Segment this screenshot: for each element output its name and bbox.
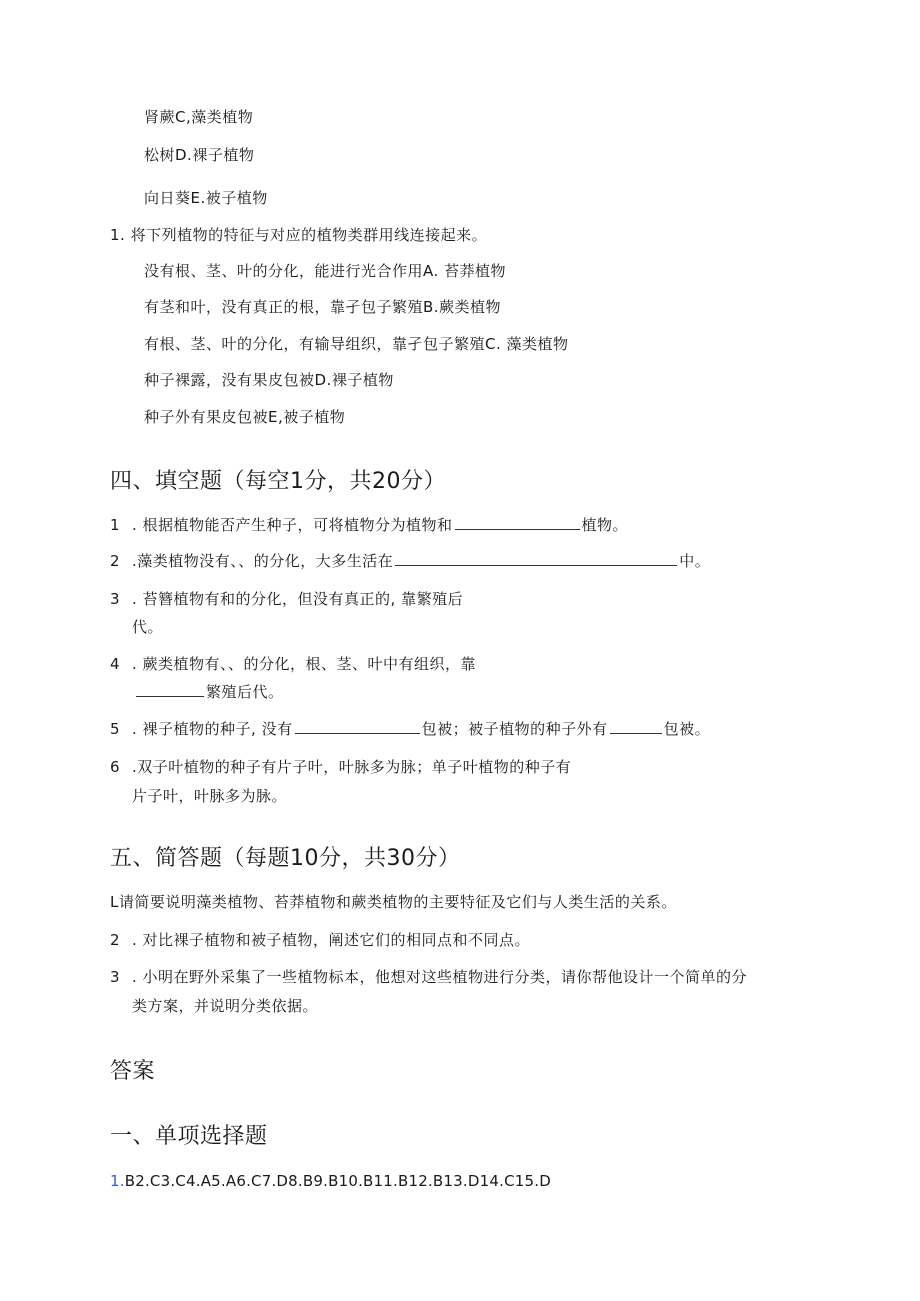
match-item: 有茎和叶，没有真正的根，靠孑包子繁殖B.蕨类植物 [144, 298, 502, 316]
question-number: 4 [110, 655, 121, 673]
answer-blank[interactable] [136, 682, 204, 697]
question-text: . 对比裸子植物和被子植物，阐述它们的相同点和不同点。 [132, 931, 531, 949]
question [110, 551, 710, 571]
question-number: 2 [110, 931, 121, 949]
section-title: 一、单项选择题 [110, 1124, 268, 1149]
answer-key-first: 1. [110, 1172, 125, 1190]
question-continuation: 类方案，并说明分类依据。 [132, 997, 319, 1015]
question-text: .藻类植物没有、、的分化，大多生活在 [132, 552, 394, 570]
question-prompt: 1. 将下列植物的特征与对应的植物类群用线连接起来。 [110, 226, 488, 244]
question-continuation: 片子叶，叶脉多为脉。 [132, 787, 288, 805]
question-text: . 小明在野外采集了一些植物标本，他想对这些植物进行分类，请你帮他设计一个简单的分 [132, 968, 748, 986]
question-text: 植物。 [581, 516, 629, 534]
question-number: 2 [110, 552, 121, 570]
answer-key [110, 1171, 551, 1191]
list-item: 向日葵E.被子植物 [144, 189, 268, 207]
question-text: . 裸子植物的种子, 没有 [132, 720, 293, 738]
question-continuation: 代。 [132, 618, 164, 636]
answer-blank[interactable] [610, 719, 662, 734]
match-item: 没有根、茎、叶的分化，能进行光合作用A. 苔莽植物 [144, 262, 507, 280]
question-text: . 根据植物能否产生种子，可将植物分为植物和 [132, 516, 453, 534]
list-item: 肾蕨C,藻类植物 [144, 108, 254, 126]
question-text: . 蕨类植物有、、的分化，根、茎、叶中有组织，靠 [132, 655, 477, 673]
question-number: 1 [110, 516, 121, 534]
question-text: 包被；被子植物的种子外有 [421, 720, 608, 738]
question-number: 6 [110, 758, 121, 776]
answer-blank[interactable] [395, 551, 677, 566]
answer-blank[interactable] [455, 515, 580, 530]
question-text: 中。 [679, 552, 711, 570]
section-title: 四、填空题（每空1分，共20分） [110, 469, 446, 494]
question [110, 757, 571, 777]
question [110, 515, 628, 535]
match-item: 种子外有果皮包被E,被子植物 [144, 408, 346, 426]
question-text: 繁殖后代。 [206, 683, 284, 701]
question [110, 719, 710, 739]
question-continuation [134, 682, 284, 702]
answer-key-rest: B2.C3.C4.A5.A6.C7.D8.B9.B10.B11.B12.B13.D14.C15.D [124, 1172, 551, 1190]
question [110, 967, 747, 987]
list-item: 松树D.裸子植物 [144, 146, 255, 164]
question [110, 930, 530, 950]
question-number: 3 [110, 968, 121, 986]
match-item: 种子裸露，没有果皮包被D.裸子植物 [144, 371, 394, 389]
answers-title: 答案 [110, 1059, 156, 1084]
question-text: 包被。 [663, 720, 711, 738]
match-item: 有根、茎、叶的分化，有输导组织，靠孑包子繁殖C. 藻类植物 [144, 335, 569, 353]
question: L请简要说明藻类植物、苔莽植物和蕨类植物的主要特征及它们与人类生活的关系。 [110, 893, 677, 911]
question-text: .双子叶植物的种子有片子叶，叶脉多为脉；单子叶植物的种子有 [132, 758, 572, 776]
question [110, 654, 476, 674]
question-number: 5 [110, 720, 121, 738]
answer-blank[interactable] [295, 719, 420, 734]
question-text: . 苔簪植物有和的分化，但没有真正的, 靠繁殖后 [132, 590, 464, 608]
question [110, 589, 463, 609]
section-title: 五、简答题（每题10分，共30分） [110, 846, 461, 871]
question-number: 3 [110, 590, 121, 608]
